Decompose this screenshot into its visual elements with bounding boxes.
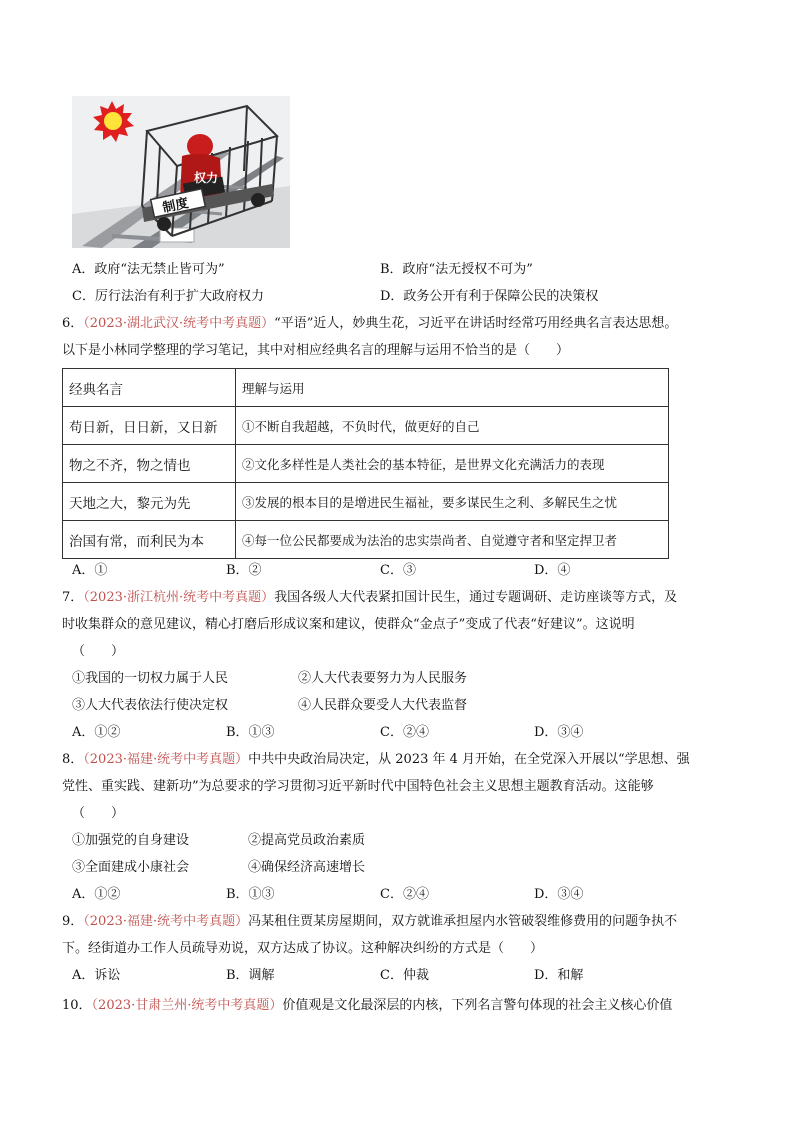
- q9-number: 9．: [62, 914, 84, 929]
- q7-option-a[interactable]: A．①②: [72, 725, 121, 740]
- q6-option-d[interactable]: D．④: [534, 563, 571, 578]
- q9-stem-line1: [62, 912, 677, 932]
- label-power: 权力: [194, 171, 219, 185]
- q5-option-c[interactable]: C．厉行法治有利于扩大政府权力: [72, 289, 264, 304]
- q9-stem-text: 冯某租住贾某房屋期间，双方就谁承担屋内水管破裂维修费用的问题争执不: [248, 914, 678, 929]
- q9-stem-line2: 下。经街道办工作人员疏导劝说，双方达成了协议。这种解决纠纷的方式是（ ）: [62, 941, 544, 956]
- q8-stem-line1: [62, 750, 690, 770]
- q8-number: 8．: [62, 752, 84, 767]
- table-header-cell: 理解与运用: [236, 369, 669, 407]
- table-header-cell: 经典名言: [63, 369, 236, 407]
- q10-source: （2023·甘肃兰州·统考中考真题）: [91, 998, 283, 1013]
- q7-stem-line3: （ ）: [72, 644, 125, 659]
- q8-item-4: ④确保经济高速增长: [248, 860, 366, 875]
- q5-option-a[interactable]: A．政府“法无禁止皆可为”: [72, 262, 225, 277]
- q9-option-b[interactable]: B．调解: [226, 968, 275, 983]
- q8-option-b[interactable]: B．①③: [226, 887, 275, 902]
- power-cage-cartoon: [72, 96, 290, 248]
- q8-option-a[interactable]: A．①②: [72, 887, 121, 902]
- q6-source: （2023·湖北武汉·统考中考真题）: [83, 316, 275, 331]
- q9-option-c[interactable]: C．仲裁: [380, 968, 429, 983]
- label-system: 制度: [161, 196, 190, 217]
- q7-item-3: ③人大代表依法行使决定权: [72, 698, 229, 713]
- table-row: [63, 483, 669, 521]
- q6-quote-table: [62, 368, 669, 559]
- q10-number: 10．: [62, 998, 92, 1013]
- q7-item-4: ④人民群众要受人大代表监督: [298, 698, 468, 713]
- table-cell: 物之不齐，物之情也: [63, 445, 236, 483]
- q8-stem-line2: 党性、重实践、建新功”为总要求的学习贯彻习近平新时代中国特色社会主义思想主题教育活动。这能够: [62, 779, 654, 794]
- table-cell: ①不断自我超越，不负时代，做更好的自己: [236, 407, 669, 445]
- q6-stem-text: “平语”近人，妙典生花，习近平在讲话时经常巧用经典名言表达思想。: [274, 316, 678, 331]
- q7-item-1: ①我国的一切权力属于人民: [72, 671, 229, 686]
- q7-option-b[interactable]: B．①③: [226, 725, 275, 740]
- q8-item-3: ③全面建成小康社会: [72, 860, 190, 875]
- q7-number: 7．: [62, 590, 84, 605]
- q8-stem-line3: （ ）: [72, 806, 125, 821]
- q10-stem-text: 价值观是文化最深层的内核，下列名言警句体现的社会主义核心价值: [282, 998, 673, 1013]
- q7-stem-text: 我国各级人大代表紧扣国计民生，通过专题调研、走访座谈等方式，及: [274, 590, 678, 605]
- q5-option-d[interactable]: D．政务公开有利于保障公民的决策权: [380, 289, 599, 304]
- q6-option-b[interactable]: B．②: [226, 563, 262, 578]
- table-cell: ③发展的根本目的是增进民生福祉，要多谋民生之利、多解民生之忧: [236, 483, 669, 521]
- q8-source: （2023·福建·统考中考真题）: [83, 752, 249, 767]
- table-cell: ②文化多样性是人类社会的基本特征，是世界文化充满活力的表现: [236, 445, 669, 483]
- q9-option-a[interactable]: A．诉讼: [72, 968, 121, 983]
- q9-source: （2023·福建·统考中考真题）: [83, 914, 249, 929]
- table-row: [63, 445, 669, 483]
- table-cell: 治国有常，而利民为本: [63, 521, 236, 559]
- table-row: [63, 521, 669, 559]
- q8-option-d[interactable]: D．③④: [534, 887, 584, 902]
- table-cell: 苟日新，日日新，又日新: [63, 407, 236, 445]
- q7-stem-line1: [62, 588, 677, 608]
- q7-source: （2023·浙江杭州·统考中考真题）: [83, 590, 275, 605]
- q9-option-d[interactable]: D．和解: [534, 968, 584, 983]
- q6-option-a[interactable]: A．①: [72, 563, 108, 578]
- table-cell: 天地之大，黎元为先: [63, 483, 236, 521]
- table-row: [63, 407, 669, 445]
- q8-item-1: ①加强党的自身建设: [72, 833, 190, 848]
- q6-number: 6．: [62, 316, 84, 331]
- q7-option-c[interactable]: C．②④: [380, 725, 429, 740]
- q8-stem-text: 中共中央政治局决定，从 2023 年 4 月开始，在全党深入开展以“学思想、强: [248, 752, 690, 767]
- table-header-row: [63, 369, 669, 407]
- q7-item-2: ②人大代表要努力为人民服务: [298, 671, 468, 686]
- q7-stem-line2: 时收集群众的意见建议，精心打磨后形成议案和建议，使群众“金点子”变成了代表“好建议”。这说明: [62, 617, 635, 632]
- q8-item-2: ②提高党员政治素质: [248, 833, 366, 848]
- q6-stem-line1: [62, 314, 677, 334]
- q10-stem-line1: [62, 996, 672, 1016]
- q7-option-d[interactable]: D．③④: [534, 725, 584, 740]
- q6-stem-line2: 以下是小林同学整理的学习笔记，其中对相应经典名言的理解与运用不恰当的是（ ）: [62, 343, 570, 358]
- q6-option-c[interactable]: C．③: [380, 563, 416, 578]
- table-cell: ④每一位公民都要成为法治的忠实崇尚者、自觉遵守者和坚定捍卫者: [236, 521, 669, 559]
- q5-option-b[interactable]: B．政府“法无授权不可为”: [380, 262, 533, 277]
- q8-option-c[interactable]: C．②④: [380, 887, 429, 902]
